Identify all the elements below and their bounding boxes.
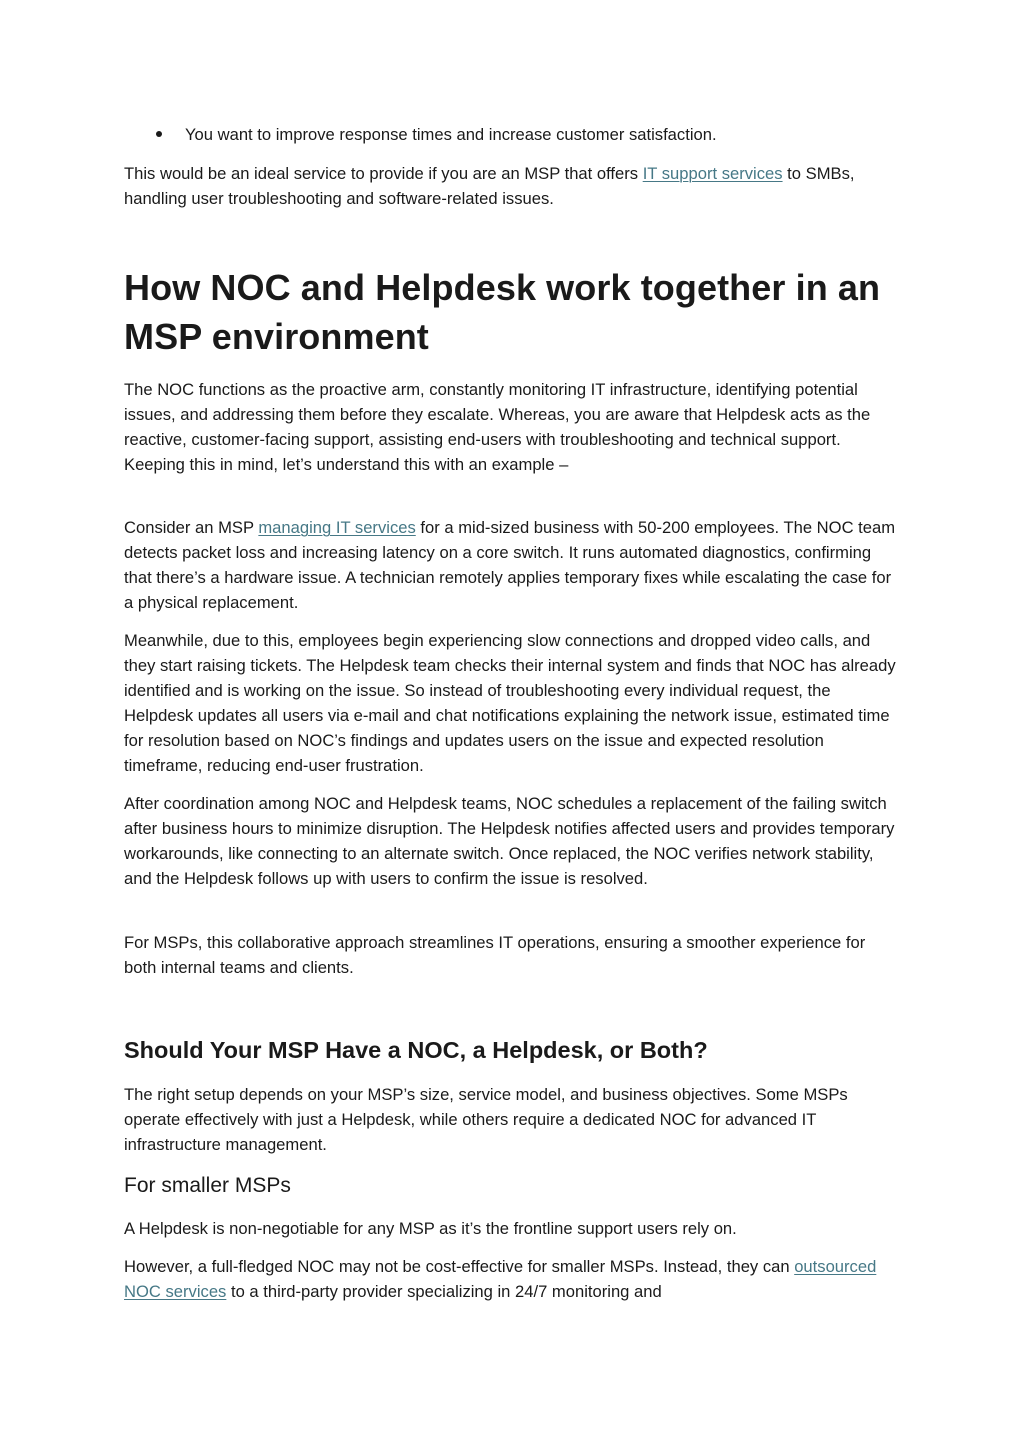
bullet-dot-icon <box>156 131 162 137</box>
it-support-services-link[interactable]: IT support services <box>642 164 783 183</box>
paragraph-collaborative: For MSPs, this collaborative approach streamlines IT operations, ensuring a smoother experience for both internal teams and clients. <box>124 933 866 977</box>
paragraph-text: This would be an ideal service to provide if you are an MSP that offers <box>124 164 643 183</box>
paragraph-text: for a mid-sized business with 50-200 employees. The NOC team detects packet loss and increasing latency on a core switch. It runs automated diagnostics, confirming that there’s a hardware issue. A technician remotely applies temporary fixes while escalating the case for a physical replacement. <box>124 518 896 612</box>
section-heading-should-your-msp: Should Your MSP Have a NOC, a Helpdesk, or Both? <box>124 1037 708 1063</box>
managing-it-services-link[interactable]: managing IT services <box>258 518 416 537</box>
bullet-text: You want to improve response times and increase customer satisfaction. <box>185 125 717 144</box>
subheading-smaller-msps: For smaller MSPs <box>124 1174 291 1197</box>
paragraph-coordination: After coordination among NOC and Helpdesk teams, NOC schedules a replacement of the failing switch after business hours to minimize disruption. The Helpdesk notifies affected users and provides temporary workarounds, like connecting to an alternate switch. Once replaced, the NOC verifies network stability, and the Helpdesk follows up with users to confirm the issue is resolved. <box>124 794 895 888</box>
paragraph-text: to a third-party provider specializing in 24/7 monitoring and <box>226 1282 662 1301</box>
paragraph-right-setup: The right setup depends on your MSP’s size, service model, and business objectives. Some MSPs operate effectively with just a Helpdesk, while others require a dedicated NOC for advanced IT infrastructure management. <box>124 1085 848 1154</box>
section-heading-noc-helpdesk: How NOC and Helpdesk work together in an MSP environment <box>124 267 881 357</box>
paragraph-it-support <box>124 161 899 211</box>
paragraph-outsourced-noc <box>124 1254 899 1304</box>
paragraph-noc-functions: The NOC functions as the proactive arm, constantly monitoring IT infrastructure, identifying potential issues, and addressing them before they escalate. Whereas, you are aware that Helpdesk acts as the reactive, customer-facing support, assisting end-users with troubleshooting and technical support. Keeping this in mind, let’s understand this with an example – <box>124 380 871 474</box>
paragraph-meanwhile: Meanwhile, due to this, employees begin experiencing slow connections and dropped video calls, and they start raising tickets. The Helpdesk team checks their internal system and finds that NOC has already identified and is working on the issue. So instead of troubleshooting every individual request, the Helpdesk updates all users via e-mail and chat notifications explaining the network issue, estimated time for resolution based on NOC’s findings and updates users on the issue and expected resolution timeframe, reducing end-user frustration. <box>124 631 896 775</box>
paragraph-text: Consider an MSP <box>124 518 259 537</box>
paragraph-helpdesk-non-negotiable: A Helpdesk is non-negotiable for any MSP as it’s the frontline support users rely on. <box>124 1219 737 1238</box>
outsourced-noc-services-link[interactable]: outsourced NOC services <box>124 1257 877 1301</box>
paragraph-consider-msp <box>124 515 899 615</box>
paragraph-text: to SMBs, handling user troubleshooting and software-related issues. <box>124 164 855 208</box>
paragraph-text: However, a full-fledged NOC may not be cost-effective for smaller MSPs. Instead, they can <box>124 1257 795 1276</box>
